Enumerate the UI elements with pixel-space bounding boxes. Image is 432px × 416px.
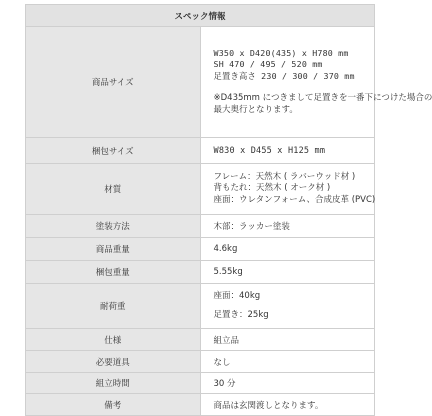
- product-size-footrest-height: 足置き高さ 230 / 300 / 370 mm: [213, 70, 355, 81]
- paint-value: 木部：ラッカー塗装: [200, 215, 375, 238]
- spec-row-material: [26, 164, 375, 215]
- product-size-value: [200, 27, 432, 138]
- product-weight-value: 4.6kg: [200, 238, 375, 261]
- product-size-label: 商品サイズ: [26, 27, 201, 138]
- assembly-time-value: 30 分: [200, 373, 375, 394]
- tools-label: 必要道具: [26, 351, 201, 373]
- tools-value: なし: [200, 351, 375, 373]
- material-label: 材質: [26, 164, 201, 215]
- load-capacity-value: [200, 284, 375, 329]
- remarks-value: 商品は玄関渡しとなります。: [200, 394, 375, 416]
- assembly-time-label: 組立時間: [26, 373, 201, 394]
- load-capacity-footrest: 足置き：25kg: [213, 310, 269, 320]
- spec-row-paint: [26, 215, 375, 238]
- spec-row-remarks: [26, 394, 375, 416]
- product-weight-label: 商品重量: [26, 238, 201, 261]
- spacer: [214, 82, 375, 93]
- spec-row-specification: [26, 329, 375, 351]
- spec-title: スペック情報: [26, 5, 375, 27]
- package-weight-label: 梱包重量: [26, 261, 201, 284]
- spec-row-package-size: [26, 138, 375, 164]
- spec-row-package-weight: [26, 261, 375, 284]
- product-size-seat-height: SH 470 / 495 / 520 mm: [213, 59, 323, 70]
- spec-row-assembly-time: [26, 373, 375, 394]
- product-size-dimensions: W350 x D420(435) x H780 mm: [213, 47, 349, 58]
- spec-title-row: [26, 5, 375, 27]
- package-size-value: W830 x D455 x H125 mm: [200, 138, 375, 164]
- material-seat: 座面：ウレタンフォーム、合成皮革 (PVC): [213, 194, 376, 205]
- specification-value: 組立品: [200, 329, 375, 351]
- paint-label: 塗装方法: [26, 215, 201, 238]
- load-capacity-label: 耐荷重: [26, 284, 201, 329]
- spec-table: [25, 4, 432, 416]
- package-size-label: 梱包サイズ: [26, 138, 201, 164]
- spec-row-tools: [26, 351, 375, 373]
- material-backrest: 背もたれ：天然木 ( オーク材 ): [213, 183, 331, 194]
- material-frame: フレーム：天然木 ( ラバーウッド材 ): [213, 171, 356, 182]
- load-capacity-seat: 座面：40kg: [213, 291, 261, 301]
- product-size-note-2: 最大奥行となります。: [213, 104, 298, 115]
- material-value: [200, 164, 375, 215]
- spec-row-product-size: [26, 27, 375, 138]
- product-size-note-1: ※D435mm につきまして足置きを一番下につけた場合の: [213, 93, 432, 104]
- remarks-label: 備考: [26, 394, 201, 416]
- specification-label: 仕様: [26, 329, 201, 351]
- spec-row-weight: [26, 238, 375, 261]
- package-weight-value: 5.55kg: [200, 261, 375, 284]
- spec-row-load-capacity: [26, 284, 375, 329]
